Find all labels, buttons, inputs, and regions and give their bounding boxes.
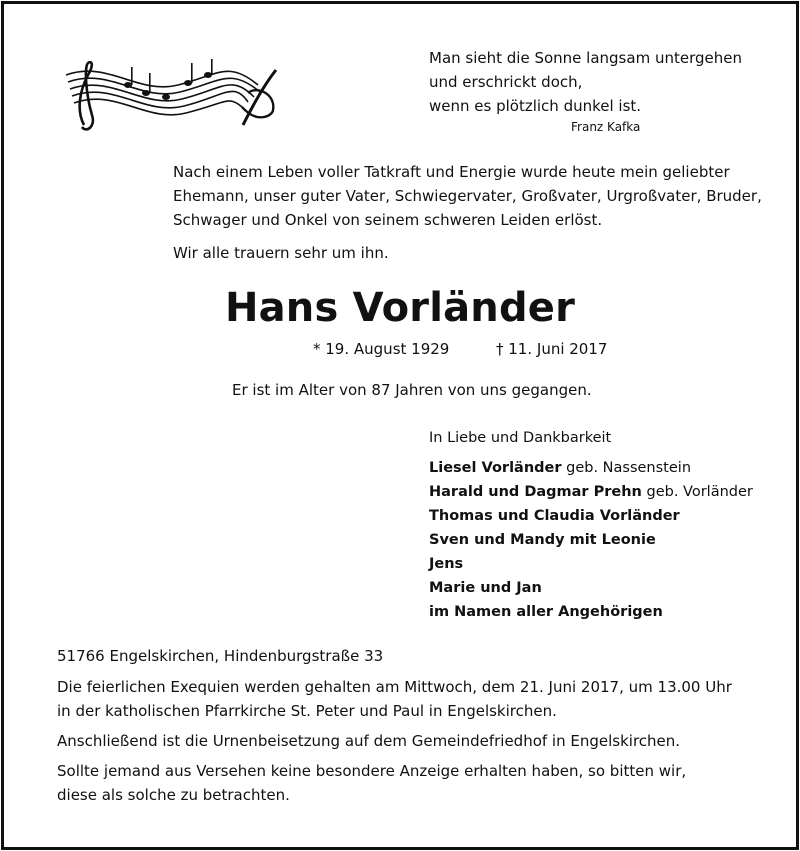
family-member: Jens — [429, 556, 464, 572]
family-member: im Namen aller Angehörigen — [429, 604, 663, 620]
death-date: † 11. Juni 2017 — [496, 340, 608, 358]
exequien-line: in der katholischen Pfarrkirche St. Peter und Paul in Engelskirchen. — [57, 702, 557, 720]
quote — [429, 46, 742, 118]
missed-notice-line: Sollte jemand aus Versehen keine besondere Anzeige erhalten haben, so bitten wir, — [57, 762, 687, 780]
address: 51766 Engelskirchen, Hindenburgstraße 33 — [57, 647, 384, 665]
intro-line: Schwager und Onkel von seinem schweren Leiden erlöst. — [173, 211, 603, 229]
music-staff-icon — [58, 55, 278, 140]
missed-notice-line: diese als solche zu betrachten. — [57, 786, 290, 804]
deceased-name: Hans Vorländer — [224, 285, 576, 331]
quote-line: Man sieht die Sonne langsam untergehen — [429, 49, 742, 67]
funeral-notices — [57, 675, 732, 807]
family-member: Liesel Vorländer geb. Nassenstein — [429, 460, 692, 476]
intro-line: Ehemann, unser guter Vater, Schwiegervater, Großvater, Urgroßvater, Bruder, — [173, 187, 762, 205]
family-member: Marie und Jan — [429, 580, 542, 596]
age-statement: Er ist im Alter von 87 Jahren von uns gegangen. — [232, 381, 592, 399]
intro-text — [173, 160, 762, 232]
family-member: Harald und Dagmar Prehn geb. Vorländer — [429, 484, 753, 500]
urn-line: Anschließend ist die Urnenbeisetzung auf dem Gemeindefriedhof in Engelskirchen. — [57, 732, 681, 750]
intro-line: Nach einem Leben voller Tatkraft und Energie wurde heute mein geliebter — [173, 163, 730, 181]
quote-author: Franz Kafka — [571, 120, 641, 134]
family-heading: In Liebe und Dankbarkeit — [429, 430, 612, 446]
birth-date: * 19. August 1929 — [313, 340, 450, 358]
quote-line: wenn es plötzlich dunkel ist. — [429, 97, 642, 115]
quote-line: und erschrickt doch, — [429, 73, 583, 91]
mourning-line: Wir alle trauern sehr um ihn. — [173, 244, 389, 262]
family-member: Sven und Mandy mit Leonie — [429, 532, 656, 548]
family-list — [429, 426, 753, 624]
family-member: Thomas und Claudia Vorländer — [429, 508, 680, 524]
exequien-line: Die feierlichen Exequien werden gehalten am Mittwoch, dem 21. Juni 2017, um 13.00 Uhr — [57, 678, 732, 696]
